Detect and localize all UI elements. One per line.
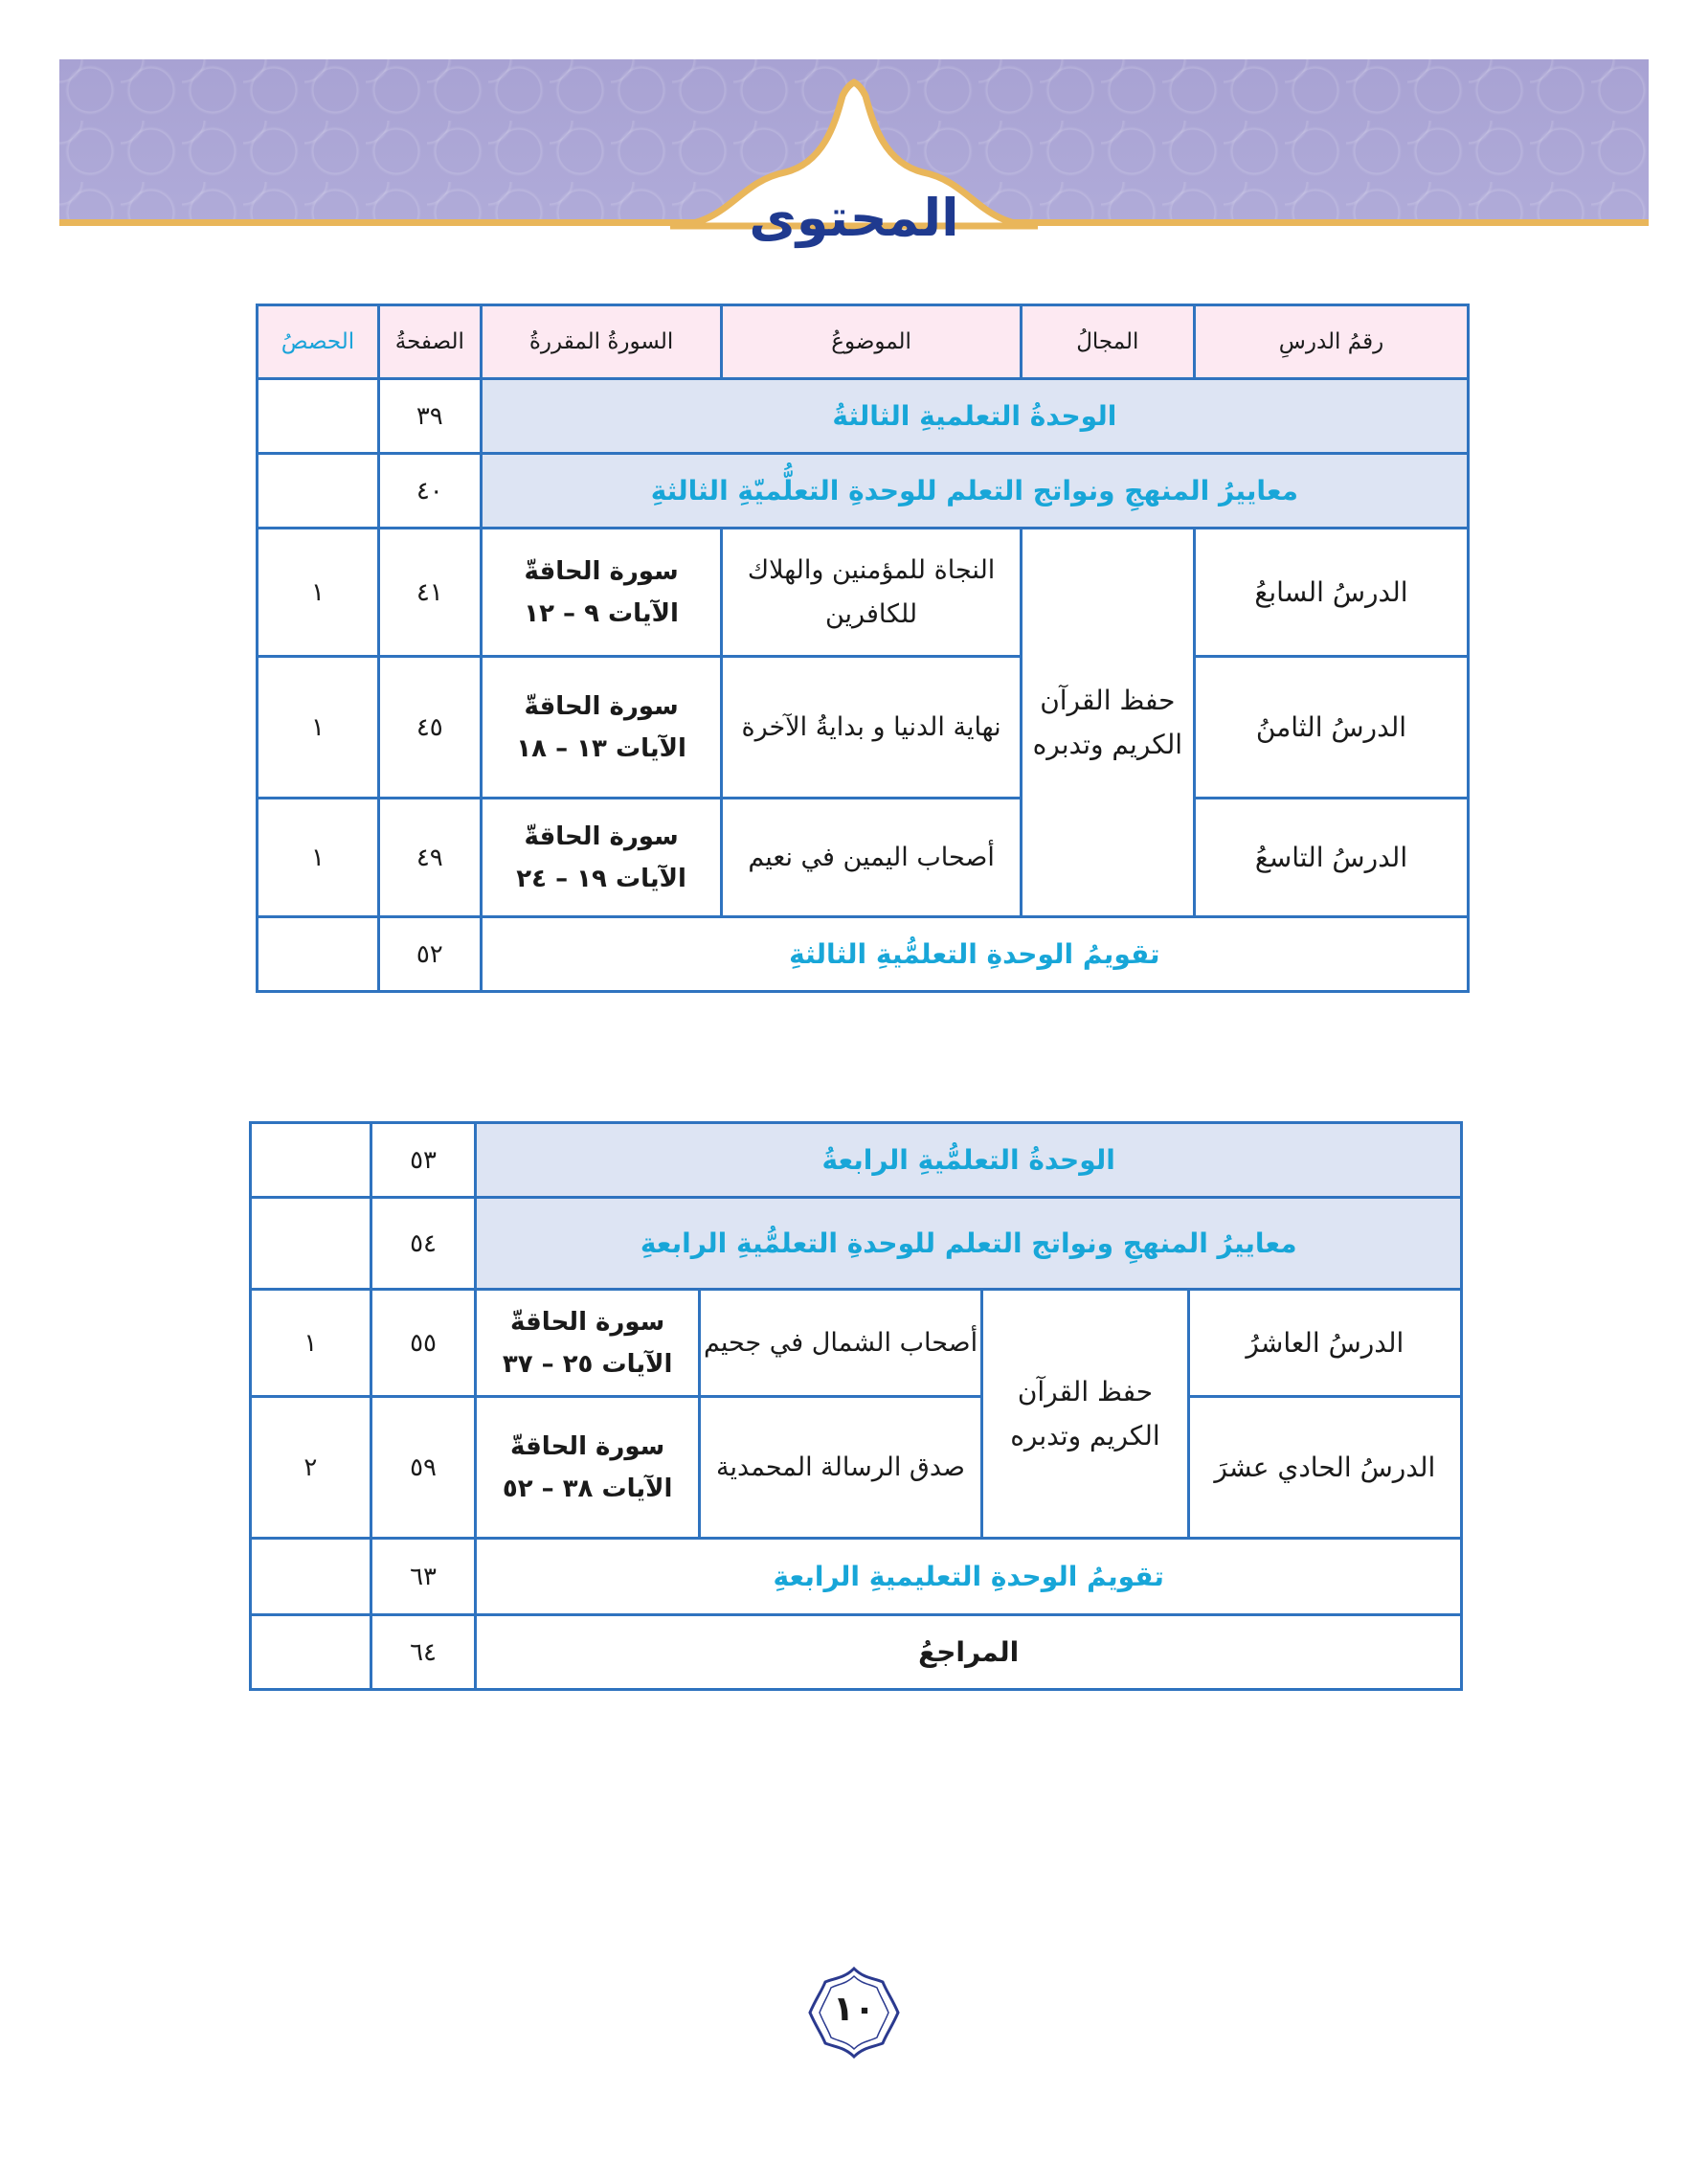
standards-title: معاييرُ المنهجِ ونواتج التعلم للوحدةِ التعلمُّيةِ الرابعةِ (476, 1198, 1462, 1290)
periods-cell: ١ (258, 657, 379, 799)
periods-cell: ١ (258, 529, 379, 657)
periods-cell: ١ (258, 799, 379, 917)
table-row (258, 379, 1469, 454)
surah-cell (476, 1290, 699, 1397)
page-title: المحتوى (749, 188, 959, 248)
table-row (258, 454, 1469, 529)
table-row (258, 799, 1469, 917)
assessment-title: تقويمُ الوحدةِ التعليميةِ الرابعةِ (476, 1539, 1462, 1615)
table-row (251, 1290, 1462, 1397)
page-cell: ٤٠ (378, 454, 481, 529)
page-cell: ٣٩ (378, 379, 481, 454)
table-row (251, 1198, 1462, 1290)
lesson-cell: الدرسُ التاسعُ (1194, 799, 1468, 917)
surah-name: سورة الحاقةّ (510, 1431, 665, 1461)
periods-cell: ٢ (251, 1397, 371, 1539)
surah-name: سورة الحاقةّ (524, 556, 679, 586)
page-cell: ٥٢ (378, 917, 481, 992)
page-cell: ٤١ (378, 529, 481, 657)
topic-cell: النجاة للمؤمنين والهلاك للكافرين (722, 529, 1021, 657)
page-number-badge (806, 1965, 902, 2060)
surah-name: سورة الحاقةّ (524, 822, 679, 851)
lesson-cell: الدرسُ الحادي عشرَ (1188, 1397, 1461, 1539)
surah-cell (476, 1397, 699, 1539)
header-lesson-no: رقمُ الدرسِ (1194, 305, 1468, 379)
header-page: الصفحةُ (378, 305, 481, 379)
page-cell: ٤٩ (378, 799, 481, 917)
periods-cell (251, 1198, 371, 1290)
lesson-cell: الدرسُ السابعُ (1194, 529, 1468, 657)
table-row (251, 1397, 1462, 1539)
table-row (251, 1539, 1462, 1615)
topic-cell: نهاية الدنيا و بدايةُ الآخرة (722, 657, 1021, 799)
table-header-row (258, 305, 1469, 379)
periods-cell (251, 1539, 371, 1615)
table-row (258, 529, 1469, 657)
contents-table-unit-4 (249, 1121, 1463, 1691)
periods-cell (258, 454, 379, 529)
lesson-cell: الدرسُ العاشرُ (1188, 1290, 1461, 1397)
table-row (251, 1615, 1462, 1690)
standards-title: معاييرُ المنهجِ ونواتج التعلم للوحدةِ التعلُّميّةِ الثالثةِ (481, 454, 1468, 529)
header-field: المجالُ (1021, 305, 1194, 379)
surah-verses: الآيات ٩ – ١٢ (524, 598, 679, 628)
page-cell: ٥٣ (371, 1123, 476, 1198)
surah-verses: الآيات ٣٨ – ٥٢ (502, 1474, 673, 1503)
unit-title: الوحدةُ التعلميةِ الثالثةُ (481, 379, 1468, 454)
surah-cell (481, 529, 722, 657)
lesson-cell: الدرسُ الثامنُ (1194, 657, 1468, 799)
surah-cell (481, 657, 722, 799)
surah-verses: الآيات ١٣ – ١٨ (516, 733, 686, 763)
periods-cell: ١ (251, 1290, 371, 1397)
surah-verses: الآيات ٢٥ – ٣٧ (502, 1349, 673, 1379)
surah-verses: الآيات ١٩ – ٢٤ (516, 864, 686, 893)
periods-cell (251, 1123, 371, 1198)
table-row (258, 657, 1469, 799)
field-cell: حفظ القرآن الكريم وتدبره (982, 1290, 1189, 1539)
periods-cell (258, 917, 379, 992)
surah-cell (481, 799, 722, 917)
header-topic: الموضوعُ (722, 305, 1021, 379)
page-cell: ٦٣ (371, 1539, 476, 1615)
topic-cell: أصحاب اليمين في نعيم (722, 799, 1021, 917)
page-number: ١٠ (833, 1990, 875, 2029)
periods-cell (258, 379, 379, 454)
unit-title: الوحدةُ التعلمُّيةِ الرابعةُ (476, 1123, 1462, 1198)
assessment-title: تقويمُ الوحدةِ التعلمُّيةِ الثالثةِ (481, 917, 1468, 992)
surah-name: سورة الحاقةّ (510, 1307, 665, 1337)
page-cell: ٥٩ (371, 1397, 476, 1539)
periods-cell (251, 1615, 371, 1690)
references-title: المراجعُ (476, 1615, 1462, 1690)
table-row (251, 1123, 1462, 1198)
header-periods: الحصصُ (258, 305, 379, 379)
page-cell: ٥٥ (371, 1290, 476, 1397)
surah-name: سورة الحاقةّ (524, 691, 679, 721)
contents-table-unit-3 (256, 304, 1470, 993)
page-cell: ٤٥ (378, 657, 481, 799)
page-cell: ٥٤ (371, 1198, 476, 1290)
topic-cell: أصحاب الشمال في جحيم (699, 1290, 981, 1397)
header-surah: السورةُ المقررةُ (481, 305, 722, 379)
page-cell: ٦٤ (371, 1615, 476, 1690)
field-cell: حفظ القرآن الكريم وتدبره (1021, 529, 1194, 917)
table-row (258, 917, 1469, 992)
topic-cell: صدق الرسالة المحمدية (699, 1397, 981, 1539)
